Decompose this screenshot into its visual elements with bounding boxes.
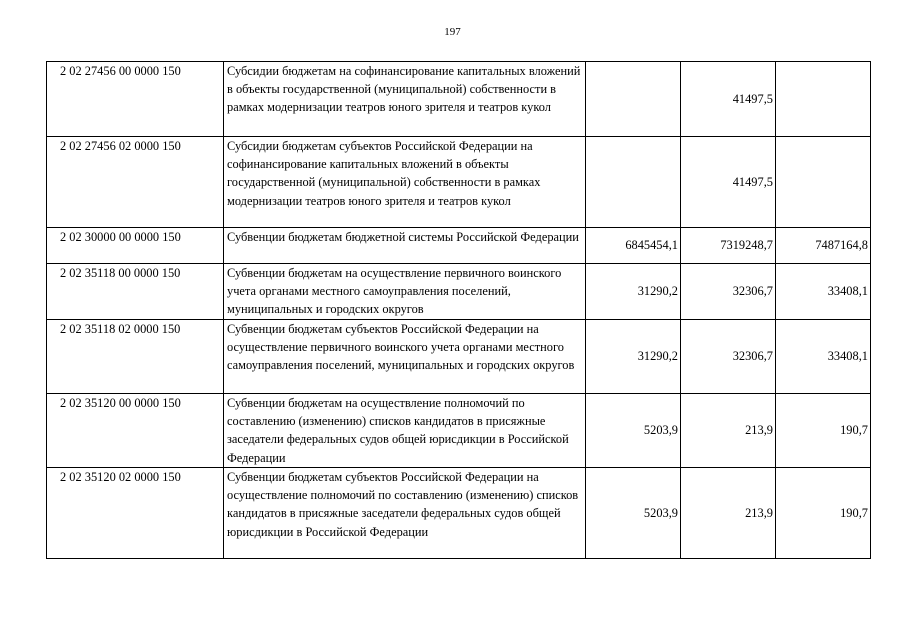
value-year3-cell: 33408,1: [776, 264, 871, 320]
budget-code-cell: 2 02 27456 00 0000 150: [47, 62, 224, 137]
revenue-name-cell: Субвенции бюджетам на осуществление первичного воинского учета органами местного самоуправления поселений, муниципальных и городских округов: [224, 264, 586, 320]
revenue-name-cell: Субвенции бюджетам на осуществление полномочий по составлению (изменению) списков кандидатов в присяжные заседатели федеральных судов общей юрисдикции в Российской Федерации: [224, 394, 586, 468]
value-year1-cell: 31290,2: [586, 320, 681, 394]
value-year1-cell: [586, 137, 681, 228]
value-year3-cell: 190,7: [776, 394, 871, 468]
budget-code-cell: 2 02 35118 02 0000 150: [47, 320, 224, 394]
value-year2-cell: 41497,5: [681, 62, 776, 137]
table-row: [47, 137, 871, 228]
revenue-name-cell: Субвенции бюджетам бюджетной системы Российской Федерации: [224, 228, 586, 264]
value-year3-cell: 7487164,8: [776, 228, 871, 264]
table-row: [47, 62, 871, 137]
value-year2-cell: 41497,5: [681, 137, 776, 228]
value-year3-cell: 190,7: [776, 468, 871, 559]
budget-code-cell: 2 02 35120 02 0000 150: [47, 468, 224, 559]
value-year1-cell: [586, 62, 681, 137]
value-year3-cell: [776, 137, 871, 228]
value-year1-cell: 5203,9: [586, 394, 681, 468]
table-row: [47, 228, 871, 264]
value-year2-cell: 213,9: [681, 394, 776, 468]
value-year1-cell: 31290,2: [586, 264, 681, 320]
value-year2-cell: 32306,7: [681, 264, 776, 320]
value-year3-cell: [776, 62, 871, 137]
value-year1-cell: 6845454,1: [586, 228, 681, 264]
budget-code-cell: 2 02 30000 00 0000 150: [47, 228, 224, 264]
table-row: [47, 394, 871, 468]
budget-code-cell: 2 02 35118 00 0000 150: [47, 264, 224, 320]
revenue-name-cell: Субсидии бюджетам на софинансирование капитальных вложений в объекты государственной (муниципальной) собственности в рамках модернизации театров юного зрителя и театров кукол: [224, 62, 586, 137]
table-row: [47, 320, 871, 394]
budget-revenue-table: [46, 61, 871, 559]
budget-code-cell: 2 02 27456 02 0000 150: [47, 137, 224, 228]
table-row: [47, 468, 871, 559]
value-year3-cell: 33408,1: [776, 320, 871, 394]
table-row: [47, 264, 871, 320]
revenue-name-cell: Субсидии бюджетам субъектов Российской Федерации на софинансирование капитальных вложений в объекты государственной (муниципальной) собственности в рамках модернизации театров юного зрителя и театров кукол: [224, 137, 586, 228]
revenue-name-cell: Субвенции бюджетам субъектов Российской Федерации на осуществление первичного воинского учета органами местного самоуправления поселений, муниципальных и городских округов: [224, 320, 586, 394]
value-year2-cell: 213,9: [681, 468, 776, 559]
page-number: 197: [444, 26, 461, 38]
value-year2-cell: 32306,7: [681, 320, 776, 394]
budget-code-cell: 2 02 35120 00 0000 150: [47, 394, 224, 468]
revenue-name-cell: Субвенции бюджетам субъектов Российской Федерации на осуществление полномочий по составлению (изменению) списков кандидатов в присяжные заседатели федеральных судов общей юрисдикции в Российской Федерации: [224, 468, 586, 559]
value-year1-cell: 5203,9: [586, 468, 681, 559]
value-year2-cell: 7319248,7: [681, 228, 776, 264]
